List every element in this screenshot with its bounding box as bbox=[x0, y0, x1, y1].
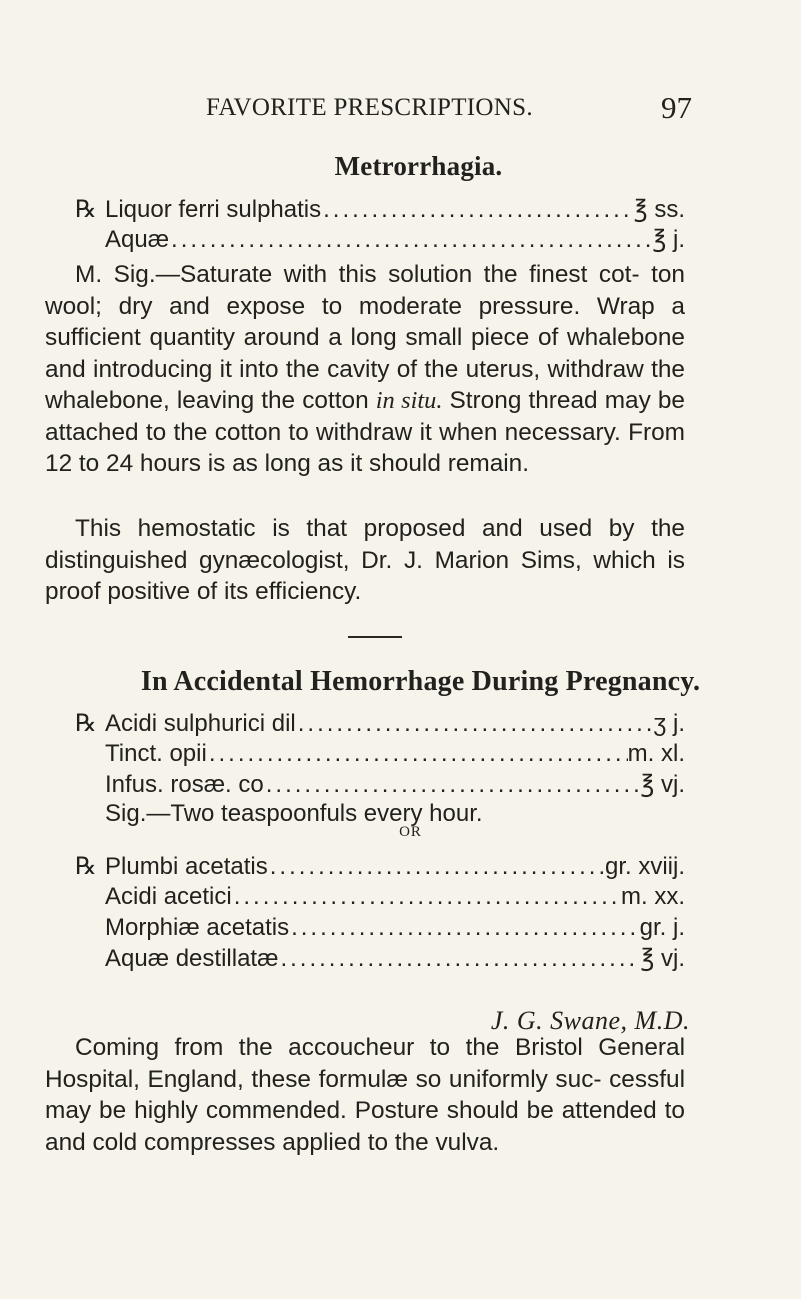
ingredient-name: Tinct. opii bbox=[105, 740, 207, 767]
leader-dots bbox=[278, 942, 640, 976]
ingredient-dose: ℥ j. bbox=[652, 226, 685, 253]
ingredient-name: Plumbi acetatis bbox=[105, 853, 268, 880]
prescription-line bbox=[75, 911, 685, 945]
prescription-line bbox=[75, 192, 685, 226]
ingredient-name: Aquæ destillatæ bbox=[105, 945, 279, 972]
running-title: FAVORITE PRESCRIPTIONS. bbox=[206, 94, 533, 121]
recipe-symbol: ℞ bbox=[75, 852, 97, 880]
ingredient-name: Infus. rosæ. co bbox=[105, 771, 264, 798]
leader-dots bbox=[232, 880, 621, 914]
instructions-paragraph bbox=[45, 259, 685, 480]
ingredient-dose: m. xl. bbox=[627, 740, 685, 767]
ingredient-dose: ʒ j. bbox=[653, 710, 685, 737]
prescription-line bbox=[75, 942, 685, 976]
note-paragraph bbox=[45, 513, 685, 608]
prescription-line bbox=[75, 223, 685, 257]
instructions-text-tail: Strong thread may be attached to the cotton to withdraw it when necessary. From 12 to 24 hours is as long as it should remain. bbox=[45, 387, 685, 477]
leader-dots bbox=[289, 911, 640, 945]
sig-text: Sig.—Two teaspoonfuls every hour. bbox=[105, 800, 483, 827]
closing-paragraph bbox=[45, 1032, 685, 1158]
section-heading-accidental-hemorrhage: In Accidental Hemorrhage During Pregnancy. bbox=[140, 666, 701, 697]
ingredient-name: Aquæ bbox=[105, 226, 170, 253]
prescription-line bbox=[75, 706, 685, 740]
recipe-symbol: ℞ bbox=[75, 709, 97, 737]
ingredient-name: Liquor ferri sulphatis bbox=[105, 196, 322, 223]
running-head bbox=[200, 92, 700, 126]
instructions-italic: in situ. bbox=[375, 387, 443, 414]
recipe-symbol: ℞ bbox=[75, 195, 97, 223]
section-divider bbox=[348, 636, 402, 638]
section-heading-metrorrhagia: Metrorrhagia. bbox=[334, 151, 503, 181]
instructions-text: M. Sig.—Saturate with this solution the finest cot- ton wool; dry and expose to moderate pressure. Wrap a sufficient quantity around a long small piece of whalebone and introducing it into the cavity of the uterus, withdraw the whalebone, leaving the cotton bbox=[45, 261, 685, 414]
ingredient-dose: gr. xviij. bbox=[604, 853, 685, 880]
note-text: This hemostatic is that proposed and used by the distinguished gynæcologist, Dr. J. Marion Sims, which is proof positive of its efficiency. bbox=[45, 515, 685, 605]
ingredient-name: Acidi acetici bbox=[105, 883, 232, 910]
prescription-line bbox=[75, 880, 685, 914]
ingredient-dose: ℥ vj. bbox=[640, 771, 685, 798]
prescription-line bbox=[75, 737, 685, 771]
leader-dots bbox=[321, 193, 634, 227]
leader-dots bbox=[207, 737, 628, 771]
leader-dots bbox=[296, 707, 654, 741]
ingredient-dose: m. xx. bbox=[621, 883, 685, 910]
ingredient-dose: gr. j. bbox=[639, 914, 685, 941]
ingredient-dose: ℥ ss. bbox=[633, 196, 685, 223]
ingredient-name: Morphiæ acetatis bbox=[105, 914, 290, 941]
leader-dots bbox=[268, 850, 605, 884]
ingredient-name: Acidi sulphurici dil bbox=[105, 710, 296, 737]
leader-dots bbox=[169, 223, 652, 257]
or-separator: OR bbox=[399, 824, 422, 840]
page-number: 97 bbox=[661, 90, 692, 125]
ingredient-dose: ℥ vj. bbox=[640, 945, 685, 972]
author-signature: J. G. Swane, M.D. bbox=[490, 1006, 690, 1035]
closing-text: Coming from the accoucheur to the Bristol General Hospital, England, these formulæ so uniformly suc- cessful may be highly commended. Posture should be attended to and cold compresses applied to the vulva. bbox=[45, 1034, 685, 1156]
prescription-line bbox=[75, 849, 685, 883]
